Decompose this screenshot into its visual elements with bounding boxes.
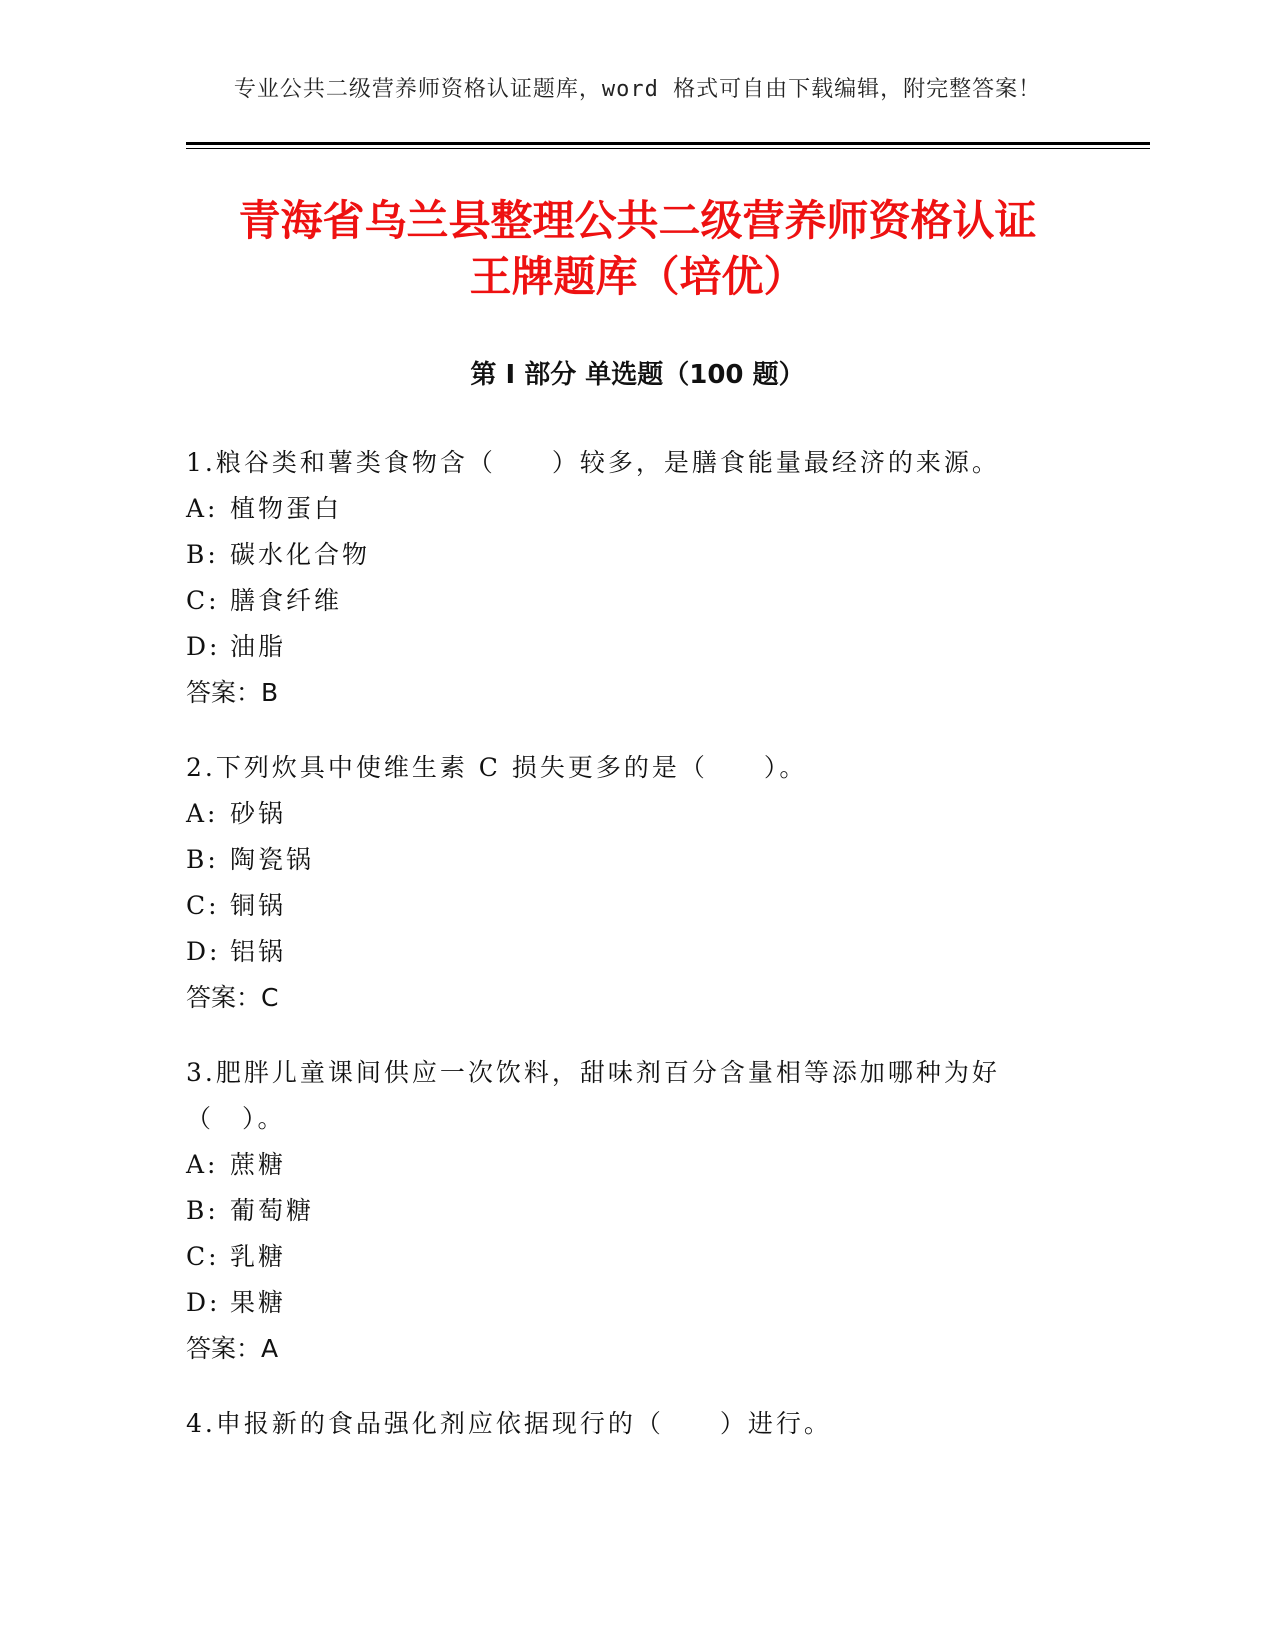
option-letter: A: [186,494,219,523]
option-text: 植物蛋白 [230,494,343,523]
question-stem: 2.下列炊具中使维生素 C 损失更多的是（ ）。 [186,753,808,782]
option-text: 碳水化合物 [230,540,371,569]
option-b [186,1188,1066,1234]
option-letter: D: [186,632,221,661]
question-1 [186,440,1066,716]
answer-label: 答案：B [186,678,279,707]
option-text: 砂锅 [230,799,287,828]
option-a [186,486,1066,532]
section-title: 第 I 部分 单选题（100 题） [470,360,805,390]
option-letter: C: [186,891,220,920]
option-letter: B: [186,845,219,874]
option-letter: B: [186,1196,219,1225]
option-letter: D: [186,937,221,966]
option-c [186,578,1066,624]
option-text: 果糖 [230,1288,287,1317]
question-3 [186,1050,1066,1372]
option-text: 油脂 [230,632,287,661]
option-letter: D: [186,1288,221,1317]
header-divider-thick [186,142,1150,145]
option-letter: B: [186,540,219,569]
question-list [186,440,1066,1476]
option-text: 陶瓷锅 [230,845,315,874]
option-text: 膳食纤维 [230,586,343,615]
option-letter: A: [186,1150,219,1179]
header-divider-thin [186,148,1150,149]
question-stem: 3.肥胖儿童课间供应一次饮料，甜味剂百分含量相等添加哪种为好（ ）。 [186,1058,1000,1133]
question-4 [186,1401,1066,1447]
option-letter: A: [186,799,219,828]
option-text: 乳糖 [230,1242,287,1271]
question-stem: 1.粮谷类和薯类食物含（ ）较多，是膳食能量最经济的来源。 [186,448,1000,477]
header-note: 专业公共二级营养师资格认证题库，word 格式可自由下载编辑，附完整答案！ [233,77,1042,102]
option-text: 铝锅 [230,937,287,966]
option-d [186,624,1066,670]
option-a [186,791,1066,837]
document-title-line-2: 王牌题库（培优） [469,252,806,301]
option-text: 葡萄糖 [230,1196,315,1225]
option-a [186,1142,1066,1188]
option-letter: C: [186,586,220,615]
question-2 [186,745,1066,1021]
option-text: 铜锅 [230,891,287,920]
option-d [186,929,1066,975]
option-b [186,532,1066,578]
option-b [186,837,1066,883]
option-letter: C: [186,1242,220,1271]
option-text: 蔗糖 [230,1150,287,1179]
question-stem: 4.申报新的食品强化剂应依据现行的（ ）进行。 [186,1409,832,1438]
answer-label: 答案：A [186,1334,279,1363]
option-c [186,883,1066,929]
answer-label: 答案：C [186,983,279,1012]
document-title [150,193,1125,305]
option-d [186,1280,1066,1326]
option-c [186,1234,1066,1280]
document-title-line-1: 青海省乌兰县整理公共二级营养师资格认证 [238,196,1037,245]
